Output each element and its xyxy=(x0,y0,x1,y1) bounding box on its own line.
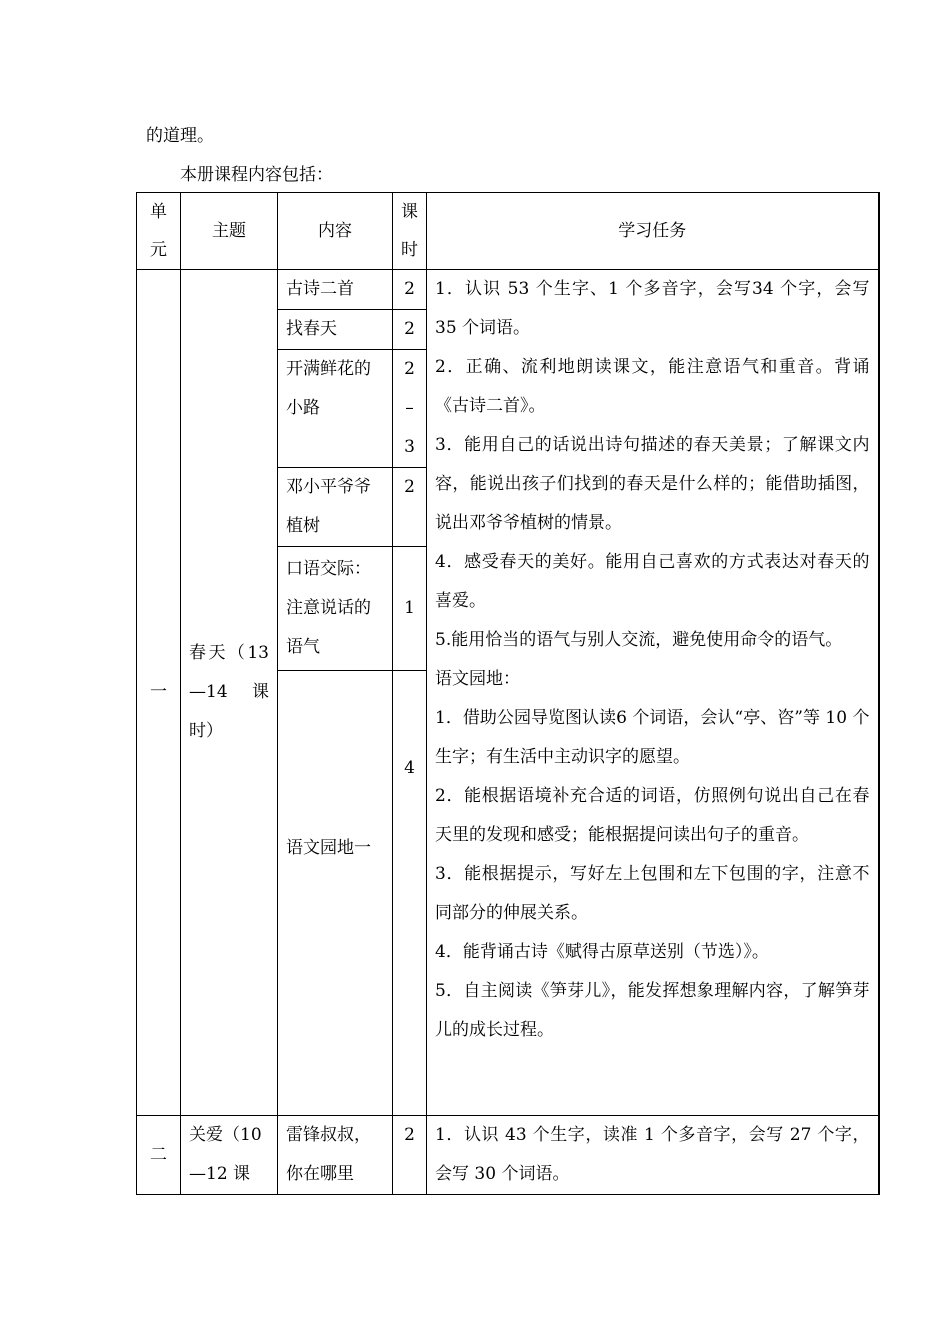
task-item: 1．认识 53 个生字、1 个多音字，会写34 个字，会写 35 个词语。 xyxy=(435,279,870,338)
task-item: 3．能根据提示，写好左上包围和左下包围的字，注意不同部分的伸展关系。 xyxy=(435,864,870,923)
lesson-hours: 2 xyxy=(393,270,427,310)
unit-1-theme: 春天（13—14 课时） xyxy=(181,270,278,1116)
header-theme: 主题 xyxy=(181,193,278,270)
header-unit: 单元 xyxy=(137,193,181,270)
table-header-row xyxy=(137,193,879,270)
lesson-hours: 2 xyxy=(393,310,427,350)
task-subheading: 语文园地： xyxy=(435,669,520,689)
lesson-content: 开满鲜花的小路 xyxy=(278,350,393,468)
course-content-table xyxy=(136,192,880,1195)
intro-text-content-heading: 本册课程内容包括： xyxy=(180,165,333,185)
task-item: 4．感受春天的美好。能用自己喜欢的方式表达对春天的喜爱。 xyxy=(435,552,870,611)
lesson-hours: 4 xyxy=(393,671,427,1116)
lesson-hours: 1 xyxy=(393,547,427,671)
header-content: 内容 xyxy=(278,193,393,270)
lesson-hours: 2 xyxy=(393,1116,427,1195)
lesson-content: 古诗二首 xyxy=(278,270,393,310)
header-hours: 课时 xyxy=(393,193,427,270)
task-item: 4．能背诵古诗《赋得古原草送别（节选）》。 xyxy=(435,942,769,962)
intro-text-continuation: 的道理。 xyxy=(146,126,214,146)
unit-2-tasks: 1．认识 43 个生字，读准 1 个多音字，会写 27 个字，会写 30 个词语。 xyxy=(427,1116,879,1195)
task-item: 1．借助公园导览图认读6 个词语，会认“亭、咨”等 10 个生字；有生活中主动识字的愿望。 xyxy=(435,708,870,767)
task-item: 3．能用自己的话说出诗句描述的春天美景；了解课文内容，能说出孩子们找到的春天是什么样的；能借助插图，说出邓爷爷植树的情景。 xyxy=(435,435,870,533)
task-item: 2．能根据语境补充合适的词语，仿照例句说出自己在春天里的发现和感受；能根据提问读出句子的重音。 xyxy=(435,786,870,845)
lesson-content: 找春天 xyxy=(278,310,393,350)
unit-1-label: 一 xyxy=(137,270,181,1116)
table-row xyxy=(137,1116,879,1195)
unit-1-tasks xyxy=(427,270,879,1116)
lesson-hours: 2 xyxy=(393,468,427,547)
lesson-hours: 2–3 xyxy=(393,350,427,468)
task-item: 2．正确、流利地朗读课文，能注意语气和重音。背诵《古诗二首》。 xyxy=(435,357,870,416)
table-row xyxy=(137,270,879,310)
unit-2-label: 二 xyxy=(137,1116,181,1195)
task-item: 5.能用恰当的语气与别人交流，避免使用命令的语气。 xyxy=(435,630,843,650)
header-tasks: 学习任务 xyxy=(427,193,879,270)
lesson-content: 语文园地一 xyxy=(278,671,393,1116)
lesson-content: 雷锋叔叔，你在哪里 xyxy=(278,1116,393,1195)
task-item: 5．自主阅读《笋芽儿》，能发挥想象理解内容，了解笋芽儿的成长过程。 xyxy=(435,981,870,1040)
lesson-content: 邓小平爷爷植树 xyxy=(278,468,393,547)
lesson-content: 口语交际：注意说话的语气 xyxy=(278,547,393,671)
unit-2-theme: 关爱（10—12 课 xyxy=(181,1116,278,1195)
